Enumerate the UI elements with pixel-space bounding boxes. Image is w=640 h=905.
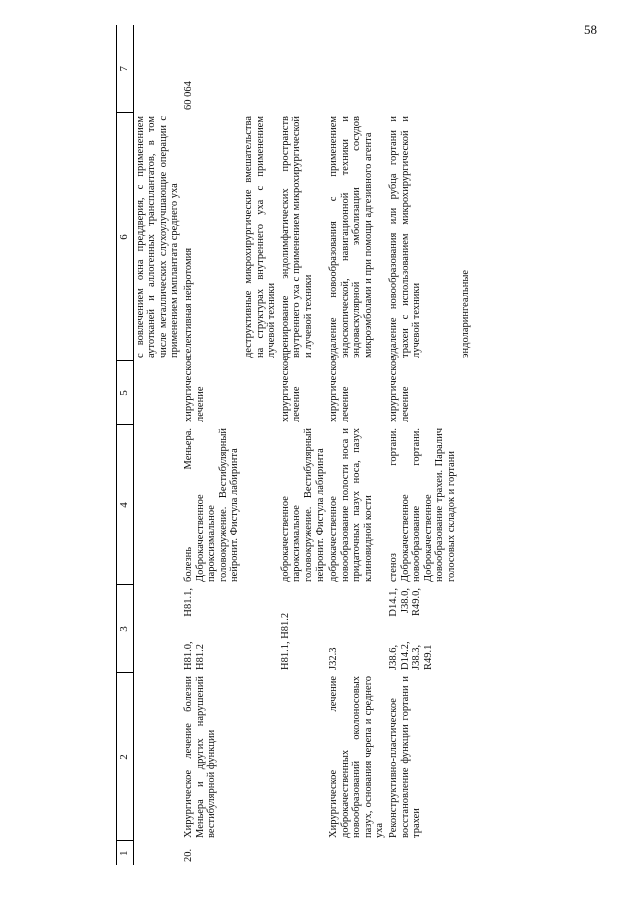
cell-model: стеноз гортани. Доброкачественное новообразование гортани. Доброкачественное новообразование трахеи. Паралич голосовых складок и гортани [388, 428, 458, 582]
table-row [279, 25, 327, 865]
cell-method: удаление новообразования с применением эндоскопической, навигационной техники и эндоваскулярной эмболизации сосудов микроэмболами и при помощи адгезивного агента [328, 116, 374, 358]
col-header-1: 1 [117, 841, 134, 865]
col-header-4: 4 [117, 425, 134, 585]
table-header-row [117, 25, 134, 865]
cell-name: Хирургическое лечение болезни Меньера и других нарушений вестибулярной функции [182, 676, 218, 838]
cell-treatment: хирургическое лечение [328, 356, 351, 422]
table-row [182, 25, 242, 865]
cell-method: селективная нейротомия [182, 247, 194, 358]
cell-codes: J32.3 [328, 647, 340, 670]
page-number: 58 [584, 22, 597, 37]
cell-num: 20. [182, 848, 194, 862]
col-header-7: 7 [117, 25, 134, 113]
table-row [459, 25, 473, 865]
cell-method: удаление новообразования или рубца гортани и трахеи с использованием микрохирургической и лучевой техники [388, 116, 423, 358]
cell-codes: J38.6, D14.1, D14.2, J38.0, J38.3, R49.0, R49.1 [388, 588, 434, 670]
table-row [387, 25, 459, 865]
cell-treatment: хирургическое лечение [388, 356, 411, 422]
col-header-2: 2 [117, 673, 134, 841]
table-row [327, 25, 387, 865]
cell-codes: H81.0, H81.1, H81.2 [182, 588, 206, 670]
cell-model: болезнь Меньера. Доброкачественное пароксизмальное головокружение. Вестибулярный нейронит. Фистула лабиринта [182, 428, 241, 582]
cell-method: с вовлечением окна преддверия, с применением аутотканей и аллогенных трансплантатов, в том числе металлических слухоулучшающие операции с применением имплантата среднего уха [134, 116, 181, 358]
col-header-5: 5 [117, 361, 134, 425]
cell-cost: 60 064 [182, 81, 194, 110]
cell-treatment: хирургическое лечение [279, 356, 303, 422]
rotated-table-page [116, 25, 508, 865]
cell-method: эндоларингеальные [459, 269, 471, 358]
cell-model: доброкачественное пароксизмальное головокружение. Вестибулярный нейронит. Фистула лабиринта [279, 428, 326, 582]
services-table [116, 25, 472, 865]
table-row [133, 25, 182, 865]
cell-method: деструктивные микрохирургические вмешательства на структурах внутреннего уха с применением лучевой техники [242, 116, 278, 358]
cell-name: Хирургическое лечение доброкачественных новообразований околоносовых пазух, основания черепа и среднего уха [328, 676, 386, 838]
col-header-6: 6 [117, 113, 134, 361]
cell-codes: H81.1, H81.2 [279, 612, 291, 670]
cell-method: дренирование эндолимфатических пространств внутреннего уха с применением микрохирургической и лучевой техники [279, 116, 314, 358]
cell-name: Реконструктивно-пластическое восстановление функции гортани и трахеи [388, 676, 423, 838]
cell-model: доброкачественное новообразование полости носа и придаточных пазух носа, пазух клиновидной кости [328, 428, 374, 582]
table-row [242, 25, 279, 865]
col-header-3: 3 [117, 585, 134, 673]
cell-treatment: хирургическое лечение [182, 356, 206, 422]
